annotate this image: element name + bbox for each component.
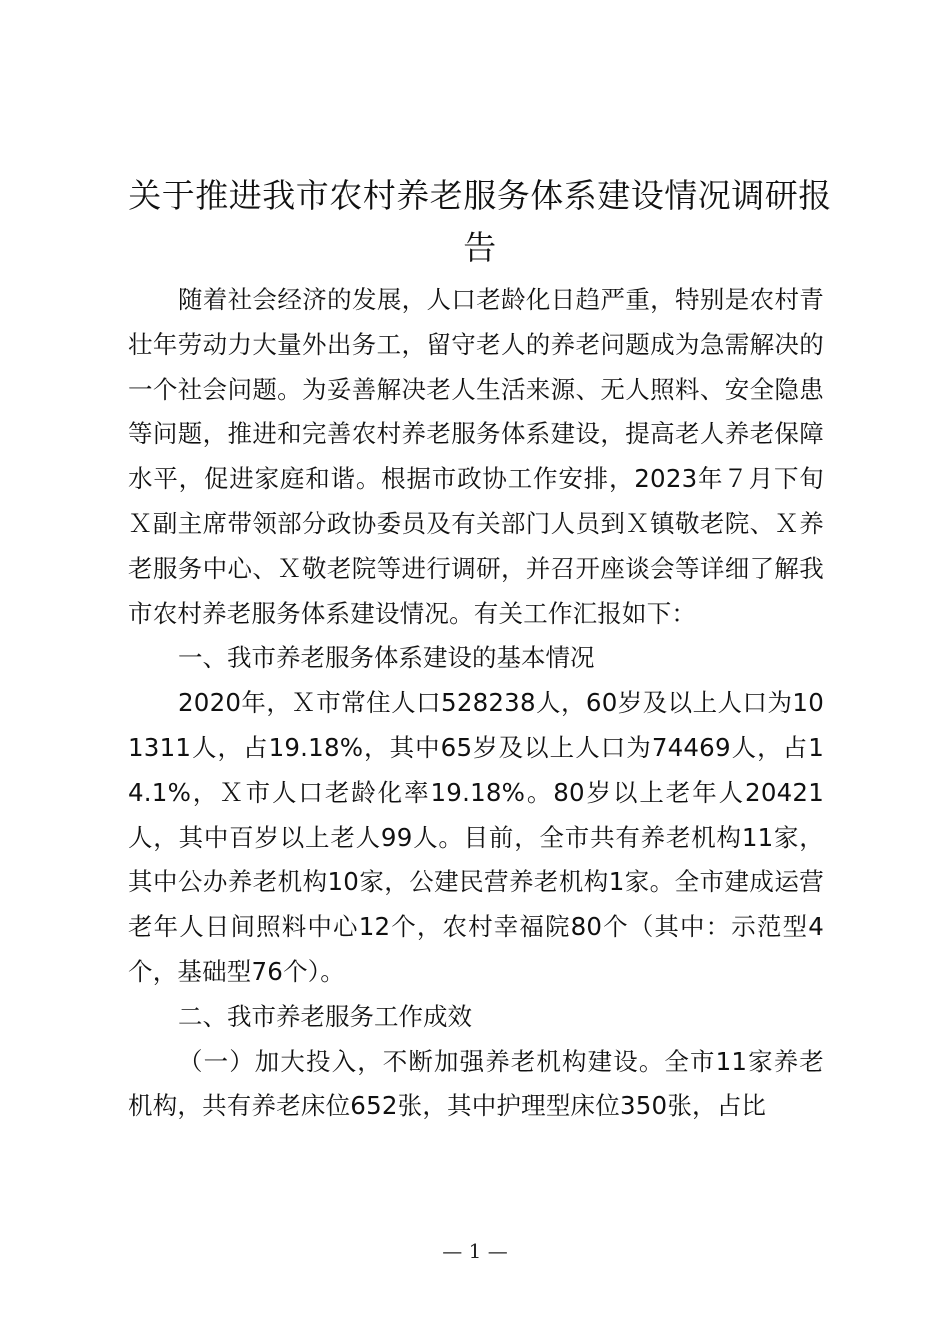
section-2-paragraph: （一）加大投入，不断加强养老机构建设。全市11家养老机构，共有养老床位652张，其中护理型床位350张，占比 [128,1046,824,1121]
document-body [128,278,824,1129]
page-number: — 1 — [442,1239,508,1263]
intro-paragraph: 随着社会经济的发展，人口老龄化日趋严重，特别是农村青壮年劳动力大量外出务工，留守老人的养老问题成为急需解决的一个社会问题。为妥善解决老人生活来源、无人照料、安全隐患等问题，推进和完善农村养老服务体系建设，提高老人养老保障水平，促进家庭和谐。根据市政协工作安排，2023年７月下旬Ｘ副主席带领部分政协委员及有关部门人员到Ｘ镇敬老院、Ｘ养老服务中心、Ｘ敬老院等进行调研，并召开座谈会等详细了解我市农村养老服务体系建设情况。有关工作汇报如下： [128,285,824,628]
section-2-heading: 二、我市养老服务工作成效 [178,1001,472,1031]
section-1-heading: 一、我市养老服务体系建设的基本情况 [178,643,595,673]
section-1-paragraph: 2020年，Ｘ市常住人口528238人，60岁及以上人口为101311人，占19.18%，其中65岁及以上人口为74469人，占14.1%，Ｘ市人口老龄化率19.18%。80岁以上老年人20421人，其中百岁以上老人99人。目前，全市共有养老机构11家，其中公办养老机构10家，公建民营养老机构1家。全市建成运营老年人日间照料中心12个，农村幸福院80个（其中：示范型4个，基础型76个）。 [128,688,824,986]
document-title: 关于推进我市农村养老服务体系建设情况调研报告 [128,176,832,267]
